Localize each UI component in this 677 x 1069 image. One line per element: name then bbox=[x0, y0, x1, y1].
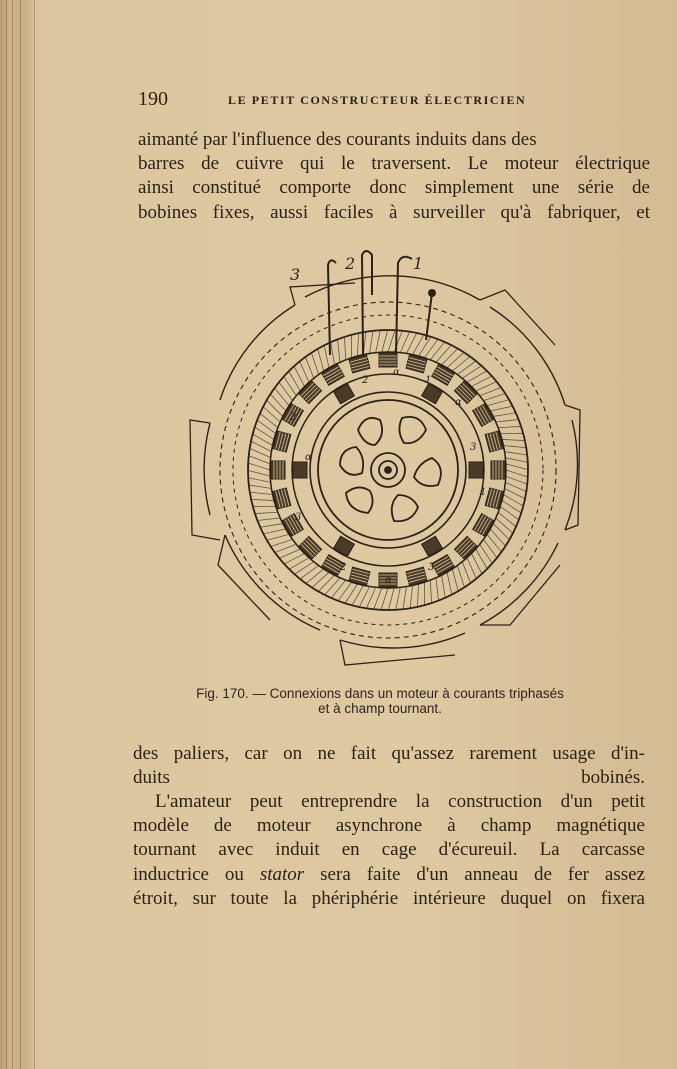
stator-hatch-line bbox=[312, 572, 329, 587]
stator-hatch-line bbox=[257, 518, 280, 520]
text-line: modèle de moteur asynchrone à champ magnétique bbox=[133, 815, 645, 837]
stator-coil bbox=[432, 364, 455, 385]
stator-hatch-line bbox=[271, 539, 293, 546]
stator-hatch-line bbox=[249, 485, 272, 488]
stator-hatch-line bbox=[496, 420, 519, 422]
stator-hatch-line bbox=[462, 562, 470, 583]
text-line bbox=[133, 863, 645, 887]
stator-hatch-line bbox=[410, 585, 412, 608]
stator-hatch-line bbox=[255, 512, 278, 513]
phase-label: α bbox=[385, 575, 392, 586]
terminal-label-2: 2 bbox=[345, 254, 356, 273]
stator-coil bbox=[322, 364, 345, 385]
stator-hatch-line bbox=[255, 427, 274, 439]
stator-hatch-line bbox=[493, 413, 516, 417]
stator-hatch-line bbox=[430, 580, 431, 603]
stator-hatch-line bbox=[436, 345, 451, 362]
running-title: LE PETIT CONSTRUCTEUR ÉLECTRICIEN bbox=[228, 93, 527, 107]
stator-hatch-line bbox=[436, 578, 438, 601]
stator-coil bbox=[271, 461, 285, 479]
paragraph-after-figure bbox=[133, 742, 645, 790]
stator-hatch-line bbox=[483, 393, 505, 400]
text-line: étroit, sur toute la phériphérie intérieure duquel on fixera bbox=[133, 887, 645, 909]
caption-line: Fig. 170. — Connexions dans un moteur à courants triphasés bbox=[196, 686, 564, 701]
stator-hatch-line bbox=[381, 588, 388, 610]
paragraph-top bbox=[138, 128, 650, 225]
phase-label: α bbox=[305, 452, 312, 463]
page-number: 190 bbox=[138, 88, 168, 110]
stator-hatch-line bbox=[498, 512, 516, 526]
stator-term: stator bbox=[259, 863, 305, 885]
paragraph-last bbox=[133, 790, 645, 911]
stator-hatch-line bbox=[331, 342, 335, 365]
rotor bbox=[318, 400, 458, 540]
spine-edge-line bbox=[6, 0, 7, 1069]
stator-hatch-line bbox=[318, 575, 334, 591]
stator-hatch-line bbox=[382, 330, 388, 352]
stator-hatch-line bbox=[496, 518, 513, 533]
stator-hatch-line bbox=[295, 562, 314, 575]
stator-hatch-line bbox=[300, 565, 318, 579]
stator-hatch-line bbox=[506, 476, 527, 484]
stator-hatch-line bbox=[275, 544, 296, 552]
stator-hatch-line bbox=[419, 337, 431, 356]
stator-hatch-line bbox=[430, 342, 444, 360]
stator-hatch-line bbox=[490, 529, 505, 546]
stator-hatch-line bbox=[318, 349, 324, 371]
stator-hatch-line bbox=[279, 382, 293, 400]
stator-hatch-line bbox=[493, 524, 509, 540]
phase-label: 3 bbox=[428, 562, 435, 573]
stator-hatch-line bbox=[506, 470, 528, 477]
text-line: barres de cuivre qui le traversent. Le moteur électrique bbox=[138, 153, 650, 175]
stator-hatch-line bbox=[263, 407, 280, 422]
stator-hatch-line bbox=[506, 464, 528, 470]
motor-connection-diagram bbox=[180, 245, 600, 675]
stator-hatch-line bbox=[403, 587, 406, 610]
phase-label: α bbox=[455, 397, 462, 408]
stator-hatch-line bbox=[502, 501, 521, 513]
stator-hatch-line bbox=[452, 357, 470, 371]
stator-hatch-line bbox=[388, 330, 395, 352]
stator-hatch-line bbox=[442, 575, 446, 598]
stator-hatch-line bbox=[263, 529, 285, 534]
stator-hatch-line bbox=[344, 337, 345, 360]
text-fragment: inductrice ou bbox=[133, 863, 260, 885]
stator-hatch-line bbox=[500, 506, 519, 519]
stator-hatch-line bbox=[306, 569, 324, 583]
text-line: tournant avec induit en cage d'écureuil. La carcasse bbox=[133, 839, 645, 861]
terminal-label-3: 3 bbox=[290, 265, 301, 284]
stator-hatch-line bbox=[502, 439, 525, 440]
stator-coil bbox=[454, 536, 477, 559]
stator-hatch-line bbox=[338, 582, 351, 601]
stator-hatch-line bbox=[457, 361, 475, 375]
stator-hatch-line bbox=[331, 580, 345, 598]
text-line-content: aimanté par l'influence des courants induits dans des bbox=[138, 129, 537, 150]
stator-hatch-line bbox=[248, 463, 270, 470]
stator-hatch-line bbox=[248, 470, 270, 476]
stator-hatch-line bbox=[260, 524, 283, 528]
stator-hatch-line bbox=[498, 426, 521, 427]
stator-hatch-line bbox=[267, 534, 289, 540]
stator-hatch-line bbox=[480, 544, 493, 563]
stator-hatch-line bbox=[248, 478, 270, 483]
stator-hatch-line bbox=[305, 357, 313, 378]
stator-hatch-line bbox=[324, 345, 329, 367]
stator-hatch-line bbox=[270, 394, 285, 411]
text-line: ainsi constitué comporte donc simplement une série de bbox=[138, 177, 650, 199]
text-line: L'amateur peut entreprendre la construction d'un petit bbox=[155, 791, 645, 812]
stator-hatch-line bbox=[503, 445, 526, 447]
terminal-label-1: 1 bbox=[413, 254, 424, 273]
stator-hatch-line bbox=[267, 400, 283, 416]
phase-label: 2 bbox=[362, 375, 369, 386]
stator-coil bbox=[379, 353, 397, 367]
stator-hatch-line bbox=[483, 539, 497, 557]
stator-hatch-line bbox=[311, 353, 318, 375]
rotor-bar bbox=[469, 462, 483, 478]
stator-coil bbox=[299, 536, 322, 559]
phase-label: 3 bbox=[470, 442, 477, 453]
stator-hatch-line bbox=[345, 584, 357, 603]
spine-edge-line bbox=[12, 0, 13, 1069]
stator-hatch-line bbox=[275, 388, 289, 406]
stator-hatch-line bbox=[374, 588, 382, 609]
stator-hatch-line bbox=[251, 499, 274, 500]
stator-hatch-line bbox=[505, 452, 528, 455]
stator-hatch-line bbox=[447, 572, 452, 594]
page-header bbox=[138, 88, 608, 112]
stator-hatch-line bbox=[505, 458, 527, 463]
stator-hatch-line bbox=[442, 349, 458, 365]
text-line bbox=[138, 128, 650, 152]
stator-coil bbox=[299, 381, 322, 404]
stator-hatch-line bbox=[325, 578, 340, 595]
stator-hatch-line bbox=[452, 569, 458, 591]
stator-hatch-line bbox=[260, 413, 278, 427]
stator-hatch-line bbox=[487, 400, 509, 406]
book-spine bbox=[0, 0, 35, 1069]
stator-hatch-line bbox=[250, 492, 273, 494]
stator-hatch-line bbox=[462, 366, 481, 379]
stator-hatch-line bbox=[447, 352, 464, 367]
phase-label: 2 bbox=[290, 412, 297, 423]
phase-label: 3 bbox=[295, 512, 302, 523]
stator-hatch-line bbox=[480, 387, 501, 395]
stator-hatch-line bbox=[357, 333, 358, 356]
figure-caption bbox=[100, 686, 660, 716]
rotor-bar bbox=[293, 462, 307, 478]
stator-hatch-line bbox=[424, 339, 437, 358]
stator-hatch-line bbox=[417, 584, 418, 607]
text-line: bobines fixes, aussi faciles à surveiller qu'à fabriquer, et bbox=[138, 201, 650, 223]
text-fragment: sera faite d'un anneau de fer assez bbox=[304, 863, 645, 885]
phase-label: 1 bbox=[425, 375, 432, 386]
stator-hatch-line bbox=[284, 377, 297, 396]
phase-label: α bbox=[393, 367, 400, 378]
stator-hatch-line bbox=[338, 339, 340, 362]
stator-hatch-line bbox=[249, 456, 270, 464]
phase-label: 2 bbox=[340, 562, 347, 573]
stator-hatch-line bbox=[396, 587, 401, 609]
spine-edge-line bbox=[20, 0, 21, 1069]
stator-hatch-line bbox=[376, 330, 381, 352]
stator-hatch-line bbox=[487, 534, 501, 552]
stator-hatch-line bbox=[388, 588, 394, 610]
caption-line: et à champ tournant. bbox=[318, 701, 442, 716]
stator-coil bbox=[473, 404, 494, 427]
stator-hatch-line bbox=[457, 565, 464, 587]
stator-hatch-line bbox=[370, 331, 373, 354]
text-line: des paliers, car on ne fait qu'assez rarement usage d'in- bbox=[133, 743, 645, 764]
stator-hatch-line bbox=[257, 420, 276, 433]
stator-coil bbox=[432, 555, 455, 576]
stator-hatch-line bbox=[490, 406, 512, 411]
stator-coil bbox=[473, 514, 494, 537]
text-line: duits bobinés. bbox=[133, 767, 645, 789]
stator-coil bbox=[491, 461, 505, 479]
phase-label: 1 bbox=[480, 487, 487, 498]
